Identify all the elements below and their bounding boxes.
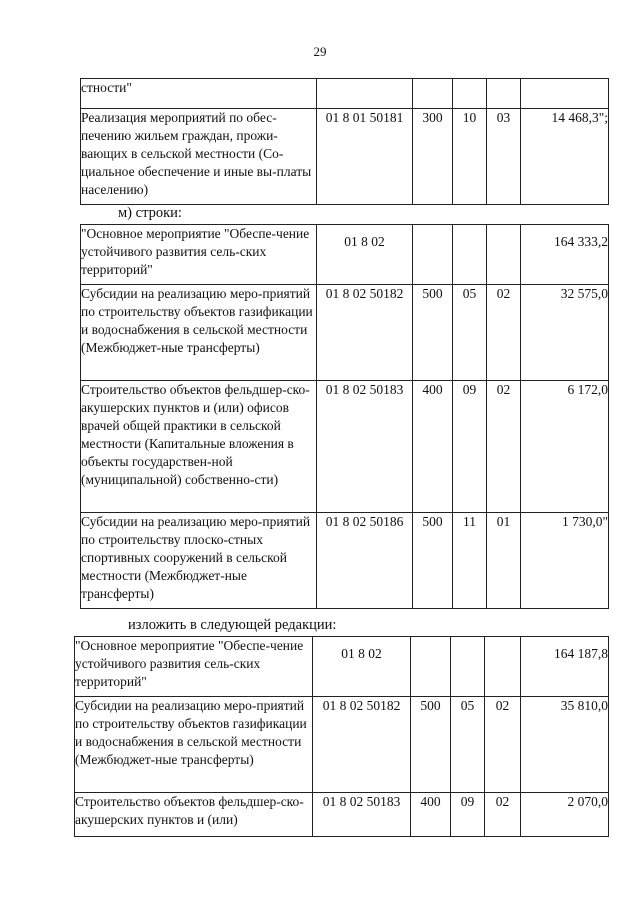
target-code: 01 8 02 50183 bbox=[313, 793, 411, 837]
section: 05 bbox=[453, 285, 487, 381]
expense-type: 500 bbox=[413, 513, 453, 609]
row-name: "Основное мероприятие "Обеспе-чение устойчивого развития сель-ских территорий" bbox=[81, 225, 317, 285]
target-code: 01 8 02 50182 bbox=[317, 285, 413, 381]
amount: 1 730,0" bbox=[521, 513, 609, 609]
expense-type: 400 bbox=[411, 793, 451, 837]
target-code: 01 8 02 50183 bbox=[317, 381, 413, 513]
table-row bbox=[75, 793, 609, 837]
section bbox=[453, 225, 487, 285]
expense-type bbox=[411, 637, 451, 697]
row-name: Субсидии на реализацию меро-приятий по строительству плоско-стных спортивных сооружений в сельской местности (Межбюджет-ные трансферты) bbox=[81, 513, 317, 609]
amendment-phrase-new-edition: изложить в следующей редакции: bbox=[128, 617, 337, 633]
section: 10 bbox=[453, 109, 487, 205]
amount: 164 187,8 bbox=[521, 637, 609, 697]
table-row bbox=[81, 109, 609, 205]
expense-type: 500 bbox=[411, 697, 451, 793]
table-row bbox=[75, 697, 609, 793]
row-name: "Основное мероприятие "Обеспе-чение устойчивого развития сель-ских территорий" bbox=[75, 637, 313, 697]
expense-type bbox=[413, 225, 453, 285]
section: 11 bbox=[453, 513, 487, 609]
expense-type: 300 bbox=[413, 109, 453, 205]
section: 05 bbox=[451, 697, 485, 793]
subsection: 03 bbox=[487, 109, 521, 205]
section bbox=[453, 79, 487, 109]
target-code: 01 8 02 50182 bbox=[313, 697, 411, 793]
subsection: 02 bbox=[487, 285, 521, 381]
table-row bbox=[81, 79, 609, 109]
row-name: Субсидии на реализацию меро-приятий по строительству объектов газификации и водоснабжения в сельской местности (Межбюджет-ные трансферты) bbox=[75, 697, 313, 793]
budget-table-continued bbox=[80, 78, 609, 205]
subsection bbox=[487, 225, 521, 285]
subsection bbox=[487, 79, 521, 109]
subsection: 01 bbox=[487, 513, 521, 609]
target-code: 01 8 02 bbox=[313, 637, 411, 697]
subsection bbox=[485, 637, 521, 697]
row-name: стности" bbox=[81, 79, 317, 109]
row-name: Строительство объектов фельдшер-ско-акушерских пунктов и (или) офисов врачей общей практики в сельской местности (Капитальные вложения в объекты государствен-ной (муниципальной) собственно-сти) bbox=[81, 381, 317, 513]
amount: 14 468,3"; bbox=[521, 109, 609, 205]
amount: 35 810,0 bbox=[521, 697, 609, 793]
amendment-phrase-rows: м) строки: bbox=[118, 205, 182, 221]
page-number: 29 bbox=[313, 44, 327, 59]
subsection: 02 bbox=[485, 697, 521, 793]
expense-type: 400 bbox=[413, 381, 453, 513]
target-code: 01 8 02 50186 bbox=[317, 513, 413, 609]
budget-table-new-rows bbox=[74, 636, 609, 837]
amount: 32 575,0 bbox=[521, 285, 609, 381]
subsection: 02 bbox=[485, 793, 521, 837]
table-row bbox=[75, 637, 609, 697]
expense-type: 500 bbox=[413, 285, 453, 381]
target-code: 01 8 01 50181 bbox=[317, 109, 413, 205]
budget-table-old-rows bbox=[80, 224, 609, 609]
expense-type bbox=[413, 79, 453, 109]
table-row bbox=[81, 225, 609, 285]
amount bbox=[521, 79, 609, 109]
target-code bbox=[317, 79, 413, 109]
table-row bbox=[81, 285, 609, 381]
amount: 164 333,2 bbox=[521, 225, 609, 285]
row-name: Строительство объектов фельдшер-ско-акушерских пунктов и (или) bbox=[75, 793, 313, 837]
target-code: 01 8 02 bbox=[317, 225, 413, 285]
table-row bbox=[81, 513, 609, 609]
row-name: Реализация мероприятий по обес-печению жильем граждан, прожи-вающих в сельской местности (Со-циальное обеспечение и иные вы-платы населению) bbox=[81, 109, 317, 205]
section: 09 bbox=[453, 381, 487, 513]
table-row bbox=[81, 381, 609, 513]
amount: 2 070,0 bbox=[521, 793, 609, 837]
subsection: 02 bbox=[487, 381, 521, 513]
section: 09 bbox=[451, 793, 485, 837]
amount: 6 172,0 bbox=[521, 381, 609, 513]
section bbox=[451, 637, 485, 697]
row-name: Субсидии на реализацию меро-приятий по строительству объектов газификации и водоснабжения в сельской местности (Межбюджет-ные трансферты) bbox=[81, 285, 317, 381]
